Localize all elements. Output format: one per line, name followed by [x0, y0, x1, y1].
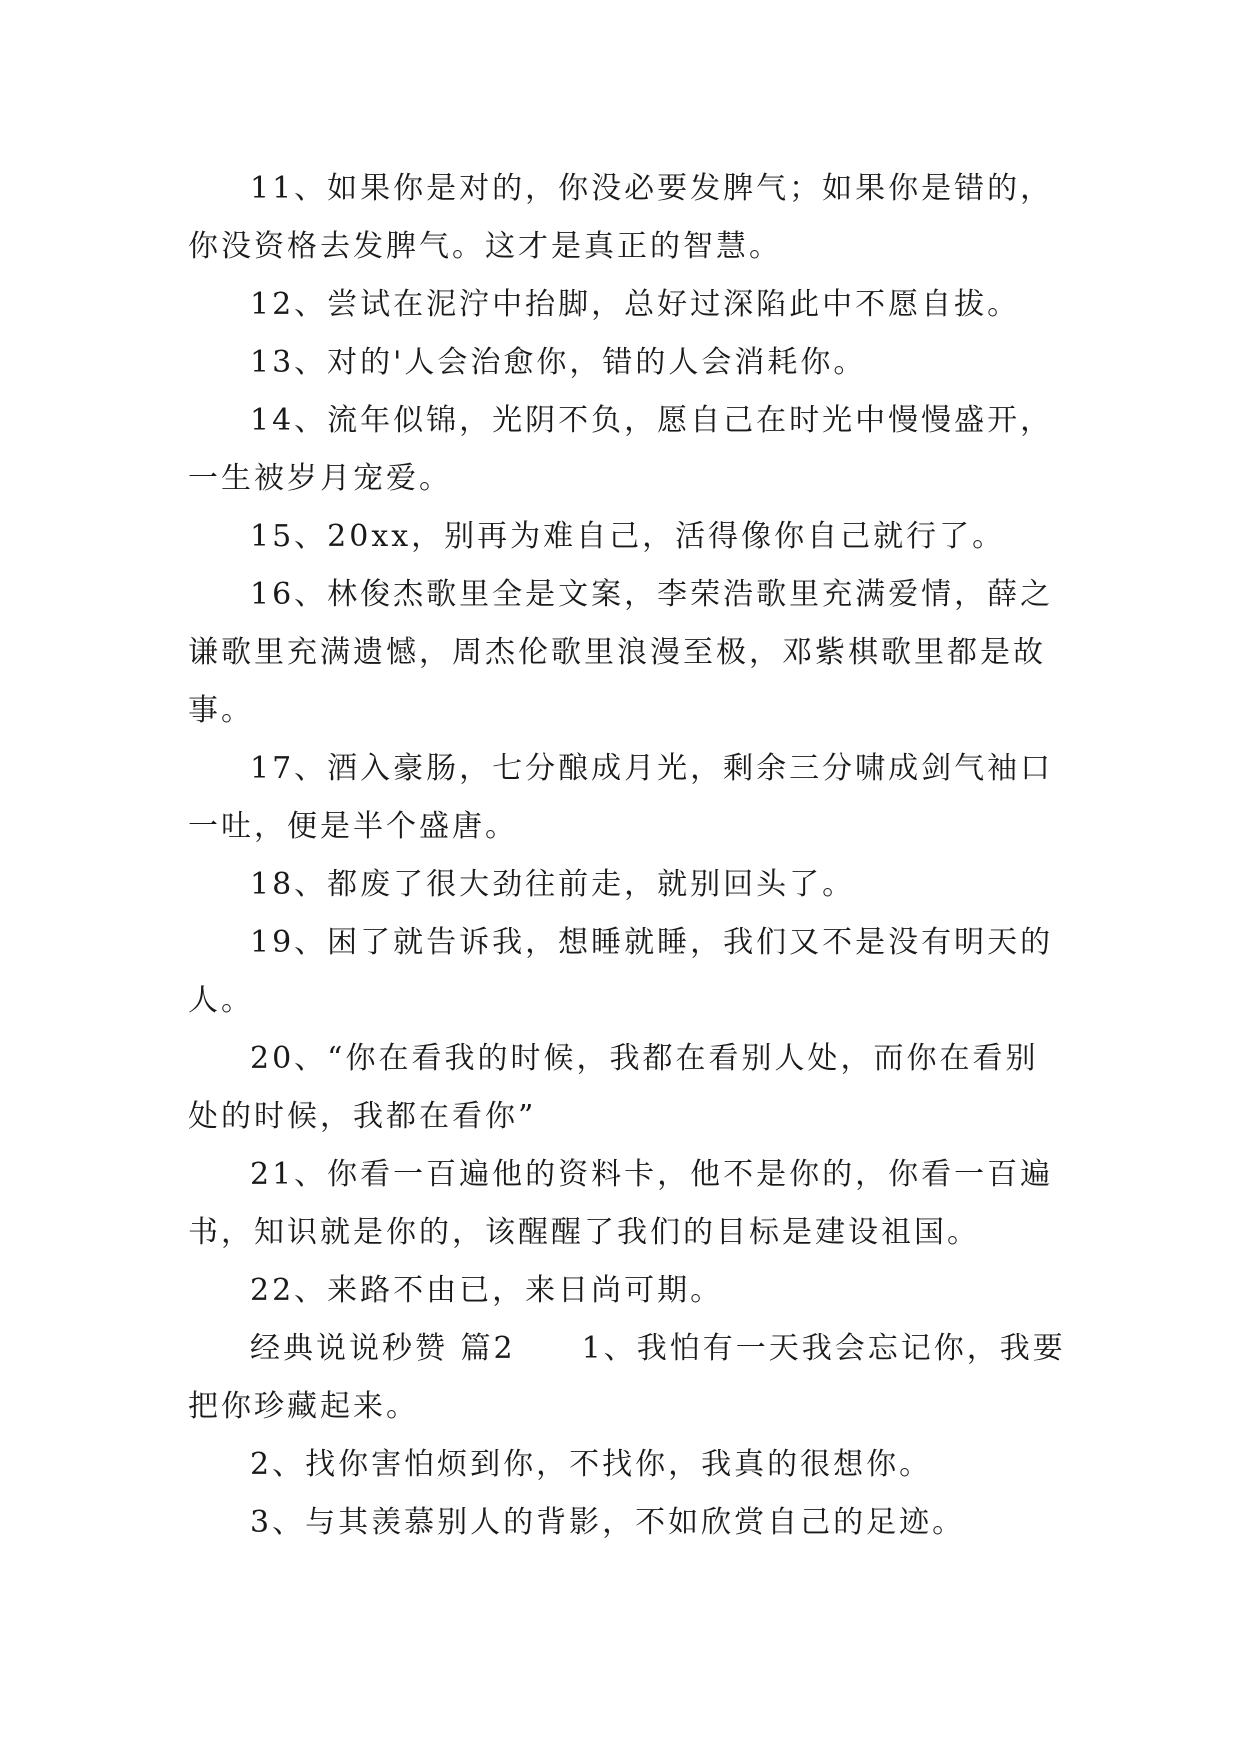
- quote-paragraph: 12、尝试在泥泞中抬脚，总好过深陷此中不愿自拔。: [250, 287, 1021, 322]
- quote-paragraph: 14、流年似锦，光阴不负，愿自己在时光中慢慢盛开，一生被岁月宠爱。: [188, 403, 1054, 496]
- quote-paragraph: 19、困了就告诉我，想睡就睡，我们又不是没有明天的人。: [188, 925, 1054, 1018]
- quote-paragraph: 13、对的'人会治愈你，错的人会消耗你。: [250, 345, 867, 380]
- quote-list: [188, 160, 1068, 1552]
- quote-paragraph: 2、找你害怕烦到你，不找你，我真的很想你。: [250, 1447, 933, 1482]
- section-heading-paragraph: 经典说说秒赞 篇2 1、我怕有一天我会忘记你，我要把你珍藏起来。: [188, 1331, 1066, 1424]
- quote-paragraph: 17、酒入豪肠，七分酿成月光，剩余三分啸成剑气袖口一吐，便是半个盛唐。: [188, 751, 1054, 844]
- quote-paragraph: 20、“你在看我的时候，我都在看别人处，而你在看别处的时候，我都在看你”: [188, 1041, 1039, 1134]
- quote-paragraph: 16、林俊杰歌里全是文案，李荣浩歌里充满爱情，薛之谦歌里充满遗憾，周杰伦歌里浪漫至极，邓紫棋歌里都是故事。: [188, 577, 1054, 728]
- quote-paragraph: 21、你看一百遍他的资料卡，他不是你的，你看一百遍书，知识就是你的，该醒醒了我们的目标是建设祖国。: [188, 1157, 1054, 1250]
- quote-paragraph: 11、如果你是对的，你没必要发脾气；如果你是错的，你没资格去发脾气。这才是真正的智慧。: [188, 171, 1054, 264]
- quote-paragraph: 18、都废了很大劲往前走，就别回头了。: [250, 867, 856, 902]
- quote-paragraph: 3、与其羡慕别人的背影，不如欣赏自己的足迹。: [250, 1505, 966, 1540]
- quote-paragraph: 15、20xx，别再为难自己，活得像你自己就行了。: [250, 519, 1006, 554]
- quote-paragraph: 22、来路不由已，来日尚可期。: [250, 1273, 724, 1308]
